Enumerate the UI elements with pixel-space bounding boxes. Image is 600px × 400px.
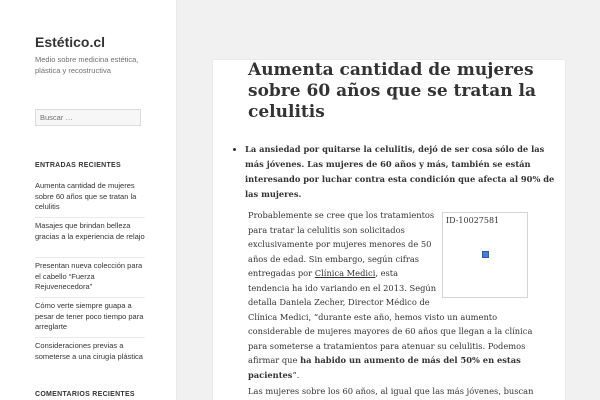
broken-image-icon — [482, 251, 489, 258]
image-id-label: ID-10027581 — [446, 216, 500, 225]
recent-posts-title: ENTRADAS RECIENTES — [35, 162, 121, 169]
recent-post-link[interactable]: Cómo verte siempre guapa a pesar de tener poco tiempo para arreglarte — [35, 301, 144, 331]
article-title: Aumenta cantidad de mujeres sobre 60 años que se tratan la celulitis — [248, 60, 536, 122]
recent-post-link[interactable]: Masajes que brindan belleza gracias a la experiencia de relajo — [35, 221, 145, 241]
article — [213, 60, 565, 400]
paragraph-strong-text: ha habido un aumento de más del 50% en estas pacientes — [248, 355, 521, 380]
search-input[interactable] — [35, 109, 141, 126]
recent-post-link[interactable]: Aumenta cantidad de mujeres sobre 60 años que se tratan la celulitis — [35, 181, 137, 211]
list-item — [35, 217, 145, 257]
sidebar — [0, 0, 176, 400]
recent-post-link[interactable]: Consideraciones previas a someterse a una cirugía plástica — [35, 341, 143, 361]
article-image — [442, 212, 528, 298]
list-item — [35, 337, 145, 366]
list-item — [35, 297, 145, 337]
paragraph-text: ”. — [292, 369, 300, 380]
site-title[interactable]: Estético.cl — [35, 34, 106, 50]
lead-item: • La ansiedad por quitarse la celulitis, dejó de ser cosa sólo de las más jóvenes. Las mujeres de 60 años y más, también se están interesando por luchar contra esta condición que afecta al 90% de las mujeres. — [245, 142, 565, 202]
article-paragraph-3: Las mujeres sobre los 60 años, al igual que las más jóvenes, buscan — [248, 386, 534, 396]
lead-list — [233, 142, 565, 202]
site-description: Medio sobre medicina estética, plástica y recostructiva — [35, 55, 139, 75]
list-item — [35, 257, 145, 297]
clinica-medici-link[interactable]: Clínica Medici — [314, 268, 376, 278]
recent-post-link[interactable]: Presentan nueva colección para el cabello “Fuerza Rejuvenecedora” — [35, 261, 143, 291]
list-item — [35, 177, 145, 217]
paragraph-text: , esta tendencia ha ido variando en el 2013. Según detalla Daniela Zecher, Director Médico de Clínica Medici, “durante este año, hemos visto un aumento considerable de mujeres mayores de 60 años que llegan a la clínica para someterse a tratamientos para atenuar su celulitis. Podemos afirmar que — [248, 268, 533, 365]
recent-comments-title: COMENTARIOS RECIENTES — [35, 391, 135, 398]
paragraph-text: Probablemente se cree que los tratamientos para tratar la celulitis son solicitados exclusivamente por mujeres menores de 50 años de edad. Sin embargo, según cifras entregadas por — [248, 210, 435, 278]
recent-posts-list — [35, 177, 145, 366]
